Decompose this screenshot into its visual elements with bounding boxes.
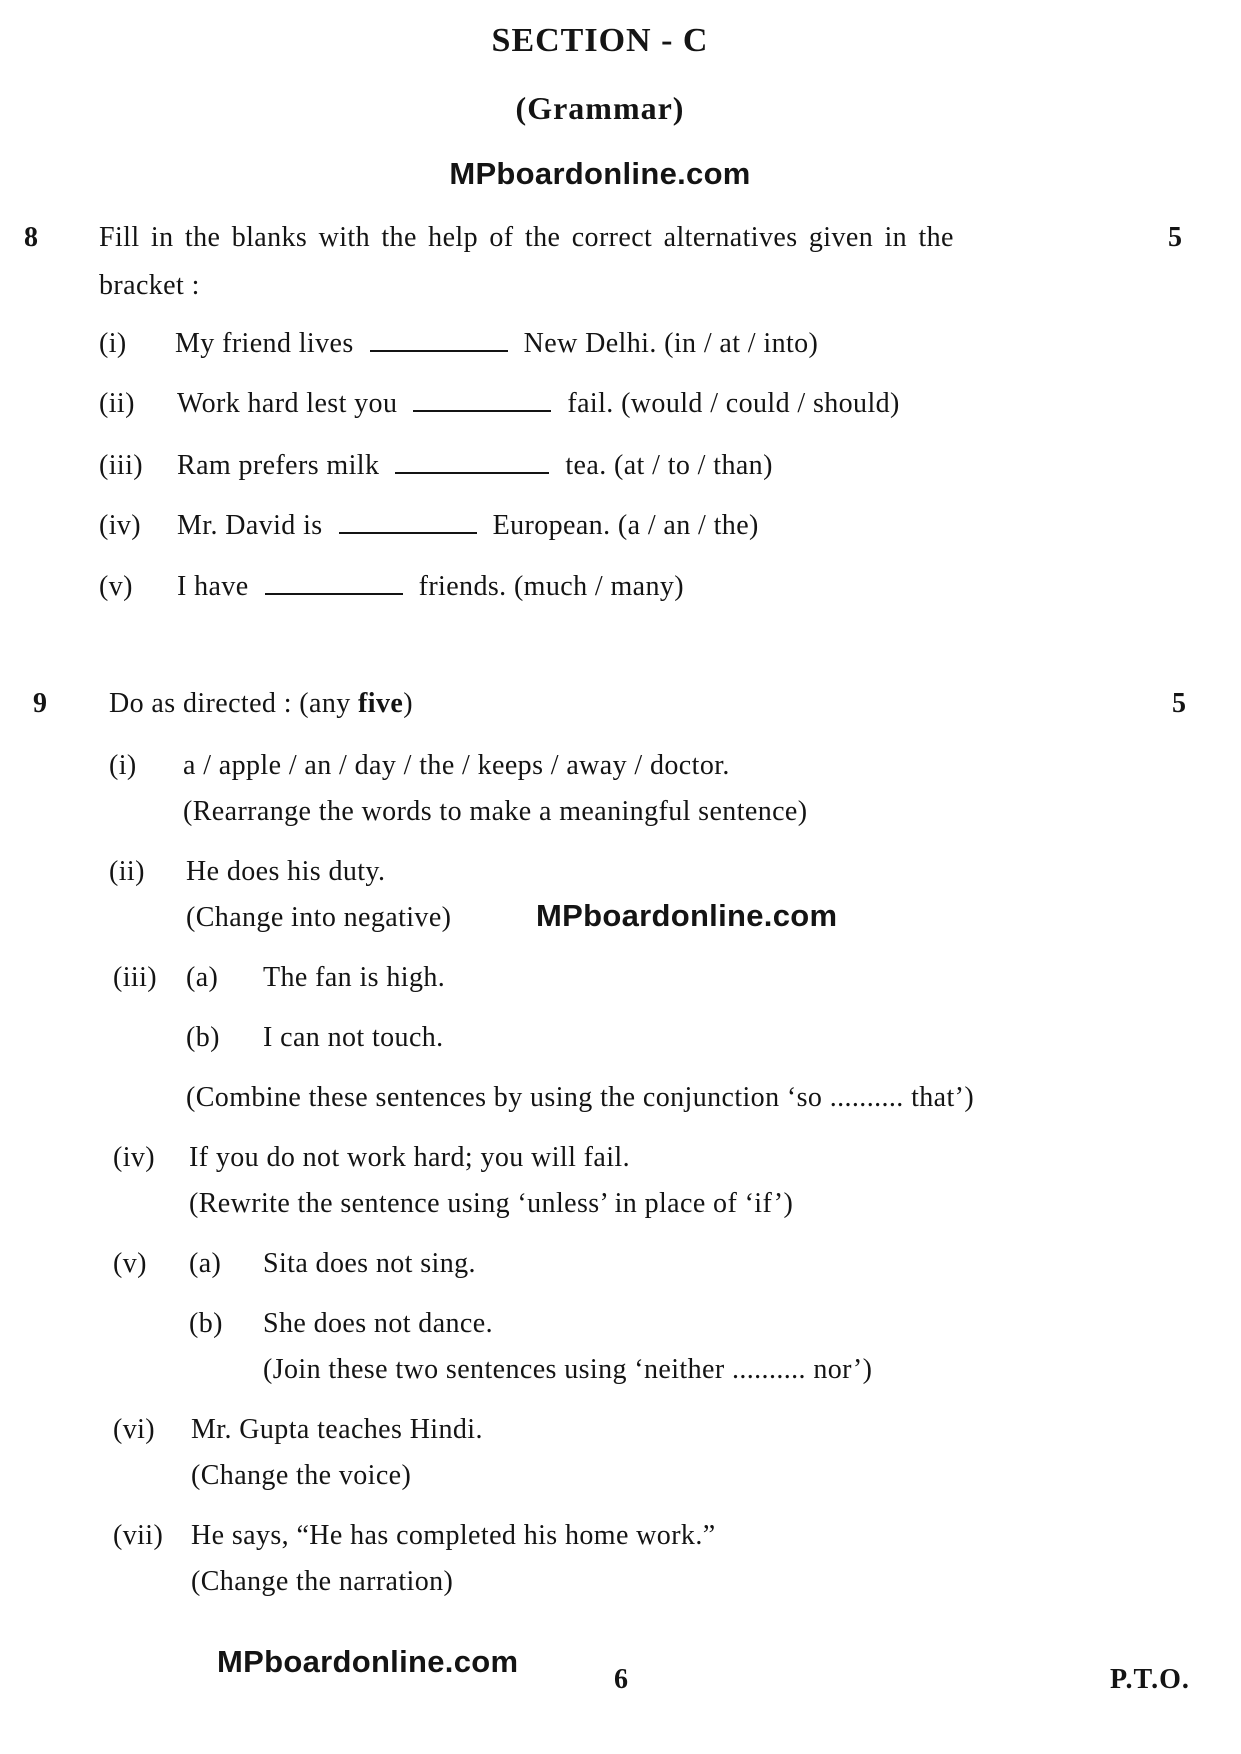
q8-instruction-line2: bracket : — [99, 270, 200, 301]
section-title: SECTION - C — [491, 22, 709, 59]
q8-item-5-before: I have — [177, 571, 249, 602]
q8-item-5 — [99, 571, 684, 603]
q8-instruction-line1: Fill in the blanks with the help of the correct alternatives given in the — [99, 222, 954, 253]
watermark-middle: MPboardonline.com — [536, 898, 838, 933]
q8-item-1-after: New Delhi. (in / at / into) — [523, 328, 819, 359]
q9-iii-label: (iii) — [113, 962, 157, 993]
q8-item-5-label: (v) — [99, 571, 133, 602]
q9-vii-line1: He says, “He has completed his home work.” — [191, 1520, 716, 1551]
q9-ii-label: (ii) — [109, 856, 145, 887]
q8-item-1 — [99, 328, 818, 360]
q9-iii-a: The fan is high. — [263, 962, 446, 993]
q9-vi-label: (vi) — [113, 1414, 156, 1445]
q9-i-label: (i) — [109, 750, 137, 781]
q8-item-3-blank — [395, 450, 549, 474]
q8-item-4 — [99, 510, 759, 542]
q9-ii-line1: He does his duty. — [186, 856, 386, 887]
q9-v-a: Sita does not sing. — [263, 1248, 476, 1279]
q8-item-2-blank — [413, 388, 551, 412]
q9-vii-label: (vii) — [113, 1520, 164, 1551]
q9-iii-b-label: (b) — [186, 1022, 220, 1053]
q8-item-1-label: (i) — [99, 328, 127, 359]
q8-item-2-after: fail. (would / could / should) — [567, 388, 900, 419]
q9-v-a-label: (a) — [189, 1248, 222, 1279]
watermark-top: MPboardonline.com — [449, 156, 751, 191]
q9-iii-a-label: (a) — [186, 962, 219, 993]
q9-iv-line1: If you do not work hard; you will fail. — [189, 1142, 630, 1173]
q9-marks: 5 — [1172, 688, 1186, 719]
q9-v-b: She does not dance. — [263, 1308, 493, 1339]
q9-iii-b: I can not touch. — [263, 1022, 444, 1053]
q8-number: 8 — [24, 222, 38, 253]
q8-item-3-label: (iii) — [99, 450, 143, 481]
q8-item-5-after: friends. (much / many) — [418, 571, 684, 602]
q8-item-2-label: (ii) — [99, 388, 135, 419]
q9-number: 9 — [33, 688, 47, 719]
q8-item-4-after: European. (a / an / the) — [492, 510, 759, 541]
q9-i-line2: (Rearrange the words to make a meaningful sentence) — [183, 796, 808, 827]
q8-marks: 5 — [1168, 222, 1182, 253]
q9-ii-line2: (Change into negative) — [186, 902, 452, 933]
q8-item-2 — [99, 388, 900, 420]
q9-instruction-post: ) — [403, 688, 413, 719]
page-number: 6 — [614, 1664, 628, 1695]
pto-label: P.T.O. — [1110, 1664, 1190, 1695]
q9-instruction — [109, 688, 413, 720]
section-subtitle: (Grammar) — [515, 90, 685, 126]
q8-item-3-before: Ram prefers milk — [177, 450, 380, 481]
q9-i-line1: a / apple / an / day / the / keeps / away / doctor. — [183, 750, 730, 781]
q9-v-b-label: (b) — [189, 1308, 223, 1339]
q9-iii-note: (Combine these sentences by using the conjunction ‘so .......... that’) — [186, 1082, 975, 1113]
q9-instruction-pre: Do as directed : (any — [109, 688, 359, 719]
q8-item-4-blank — [339, 510, 477, 534]
q8-item-1-before: My friend lives — [175, 328, 354, 359]
q8-item-4-label: (iv) — [99, 510, 142, 541]
watermark-bottom: MPboardonline.com — [217, 1644, 519, 1679]
q9-vi-line2: (Change the voice) — [191, 1460, 412, 1491]
q9-vii-line2: (Change the narration) — [191, 1566, 454, 1597]
q8-item-5-blank — [265, 571, 403, 595]
q9-instruction-bold: five — [358, 688, 404, 719]
q9-vi-line1: Mr. Gupta teaches Hindi. — [191, 1414, 483, 1445]
q9-v-label: (v) — [113, 1248, 147, 1279]
q8-item-1-blank — [370, 328, 508, 352]
q8-item-3-after: tea. (at / to / than) — [565, 450, 773, 481]
q8-item-3 — [99, 450, 773, 482]
q9-iv-line2: (Rewrite the sentence using ‘unless’ in place of ‘if’) — [189, 1188, 794, 1219]
q9-iv-label: (iv) — [113, 1142, 156, 1173]
q8-item-4-before: Mr. David is — [177, 510, 323, 541]
q8-item-2-before: Work hard lest you — [177, 388, 398, 419]
q9-v-note: (Join these two sentences using ‘neither .......... nor’) — [263, 1354, 873, 1385]
